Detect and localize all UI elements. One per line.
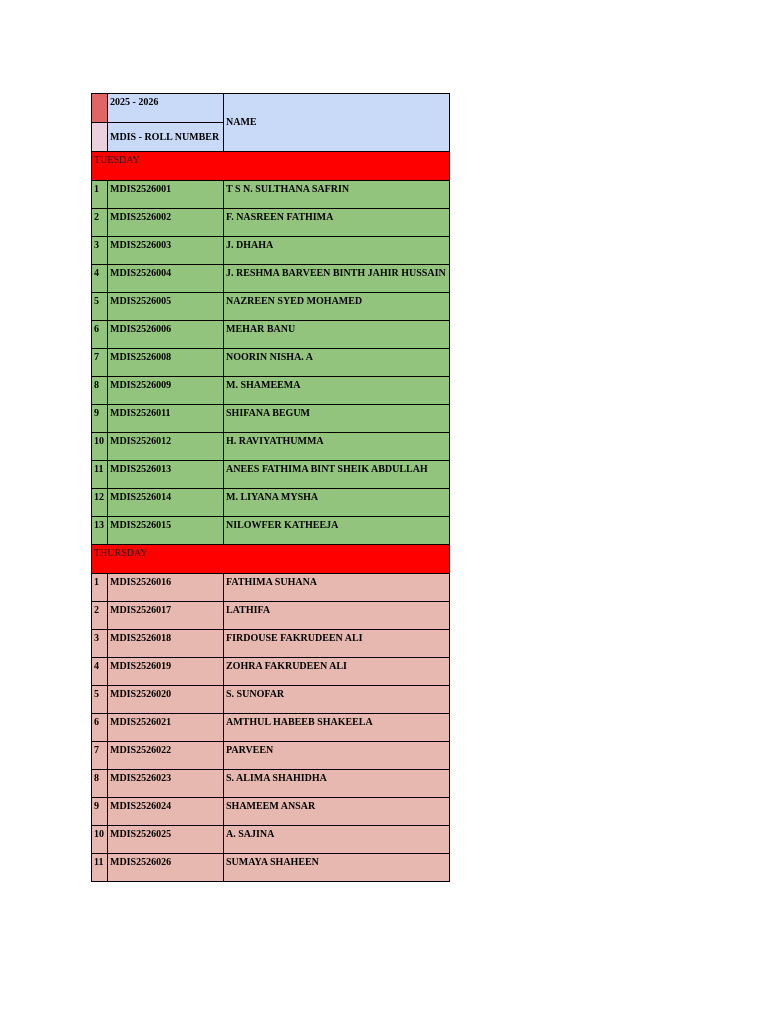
table-row bbox=[92, 237, 450, 265]
student-name-cell: J. RESHMA BARVEEN BINTH JAHIR HUSSAIN bbox=[224, 265, 450, 293]
roll-number-table bbox=[91, 93, 450, 882]
student-name-cell: PARVEEN bbox=[224, 742, 450, 770]
roll-number-cell: MDIS2526016 bbox=[108, 574, 224, 602]
roll-number-cell: MDIS2526001 bbox=[108, 181, 224, 209]
table-row bbox=[92, 209, 450, 237]
serial-number-cell: 12 bbox=[92, 489, 108, 517]
serial-number-cell: 11 bbox=[92, 461, 108, 489]
student-name-cell: S. SUNOFAR bbox=[224, 686, 450, 714]
student-name-cell: NOORIN NISHA. A bbox=[224, 349, 450, 377]
day-header-row bbox=[92, 152, 450, 181]
serial-number-cell: 9 bbox=[92, 798, 108, 826]
table-row bbox=[92, 574, 450, 602]
student-name-cell: FATHIMA SUHANA bbox=[224, 574, 450, 602]
student-name-cell: T S N. SULTHANA SAFRIN bbox=[224, 181, 450, 209]
serial-number-cell: 1 bbox=[92, 574, 108, 602]
serial-number-cell: 6 bbox=[92, 321, 108, 349]
serial-number-cell: 4 bbox=[92, 265, 108, 293]
roll-number-cell: MDIS2526020 bbox=[108, 686, 224, 714]
serial-number-cell: 10 bbox=[92, 433, 108, 461]
student-name-cell: M. SHAMEEMA bbox=[224, 377, 450, 405]
roll-number-cell: MDIS2526021 bbox=[108, 714, 224, 742]
serial-number-cell: 10 bbox=[92, 826, 108, 854]
table-row bbox=[92, 798, 450, 826]
table-row bbox=[92, 602, 450, 630]
roll-number-cell: MDIS2526003 bbox=[108, 237, 224, 265]
table-row bbox=[92, 433, 450, 461]
serial-number-cell: 7 bbox=[92, 742, 108, 770]
roll-number-cell: MDIS2526011 bbox=[108, 405, 224, 433]
header-row-year bbox=[92, 94, 450, 123]
student-name-cell: J. DHAHA bbox=[224, 237, 450, 265]
academic-year: 2025 - 2026 bbox=[108, 94, 224, 123]
roll-number-cell: MDIS2526004 bbox=[108, 265, 224, 293]
serial-number-cell: 2 bbox=[92, 602, 108, 630]
roll-number-cell: MDIS2526026 bbox=[108, 854, 224, 882]
serial-number-cell: 5 bbox=[92, 293, 108, 321]
student-name-cell: F. NASREEN FATHIMA bbox=[224, 209, 450, 237]
serial-number-cell: 8 bbox=[92, 770, 108, 798]
student-name-cell: A. SAJINA bbox=[224, 826, 450, 854]
table-body bbox=[92, 94, 450, 882]
serial-number-cell: 13 bbox=[92, 517, 108, 545]
corner-cell bbox=[92, 123, 108, 152]
student-name-cell: ZOHRA FAKRUDEEN ALI bbox=[224, 658, 450, 686]
roll-number-cell: MDIS2526019 bbox=[108, 658, 224, 686]
roll-number-cell: MDIS2526022 bbox=[108, 742, 224, 770]
table-row bbox=[92, 461, 450, 489]
roll-number-cell: MDIS2526015 bbox=[108, 517, 224, 545]
roll-number-cell: MDIS2526013 bbox=[108, 461, 224, 489]
day-label: THURSDAY bbox=[92, 545, 450, 574]
roll-number-cell: MDIS2526024 bbox=[108, 798, 224, 826]
roll-number-cell: MDIS2526023 bbox=[108, 770, 224, 798]
day-header-row bbox=[92, 545, 450, 574]
serial-number-cell: 8 bbox=[92, 377, 108, 405]
student-name-cell: NILOWFER KATHEEJA bbox=[224, 517, 450, 545]
table-row bbox=[92, 265, 450, 293]
student-name-cell: H. RAVIYATHUMMA bbox=[224, 433, 450, 461]
student-name-cell: ANEES FATHIMA BINT SHEIK ABDULLAH bbox=[224, 461, 450, 489]
student-name-cell: SHAMEEM ANSAR bbox=[224, 798, 450, 826]
roll-number-cell: MDIS2526006 bbox=[108, 321, 224, 349]
table-row bbox=[92, 349, 450, 377]
table-row bbox=[92, 293, 450, 321]
student-name-cell: SUMAYA SHAHEEN bbox=[224, 854, 450, 882]
roll-number-cell: MDIS2526025 bbox=[108, 826, 224, 854]
student-name-cell: MEHAR BANU bbox=[224, 321, 450, 349]
student-name-cell: M. LIYANA MYSHA bbox=[224, 489, 450, 517]
roll-number-cell: MDIS2526014 bbox=[108, 489, 224, 517]
table-row bbox=[92, 517, 450, 545]
table-row bbox=[92, 321, 450, 349]
table-row bbox=[92, 854, 450, 882]
table-row bbox=[92, 489, 450, 517]
table-row bbox=[92, 630, 450, 658]
table-row bbox=[92, 377, 450, 405]
roll-number-column-header: MDIS - ROLL NUMBER bbox=[108, 123, 224, 152]
table-row bbox=[92, 658, 450, 686]
corner-cell bbox=[92, 94, 108, 123]
serial-number-cell: 3 bbox=[92, 630, 108, 658]
serial-number-cell: 4 bbox=[92, 658, 108, 686]
table-row bbox=[92, 181, 450, 209]
student-name-cell: LATHIFA bbox=[224, 602, 450, 630]
roll-number-cell: MDIS2526018 bbox=[108, 630, 224, 658]
serial-number-cell: 9 bbox=[92, 405, 108, 433]
student-name-cell: SHIFANA BEGUM bbox=[224, 405, 450, 433]
name-column-header: NAME bbox=[224, 94, 450, 152]
table-row bbox=[92, 714, 450, 742]
roll-number-cell: MDIS2526008 bbox=[108, 349, 224, 377]
student-name-cell: AMTHUL HABEEB SHAKEELA bbox=[224, 714, 450, 742]
student-name-cell: NAZREEN SYED MOHAMED bbox=[224, 293, 450, 321]
table-row bbox=[92, 405, 450, 433]
serial-number-cell: 11 bbox=[92, 854, 108, 882]
table-row bbox=[92, 686, 450, 714]
serial-number-cell: 2 bbox=[92, 209, 108, 237]
roll-number-cell: MDIS2526017 bbox=[108, 602, 224, 630]
serial-number-cell: 6 bbox=[92, 714, 108, 742]
table-row bbox=[92, 742, 450, 770]
table-row bbox=[92, 826, 450, 854]
student-name-cell: S. ALIMA SHAHIDHA bbox=[224, 770, 450, 798]
serial-number-cell: 1 bbox=[92, 181, 108, 209]
day-label: TUESDAY bbox=[92, 152, 450, 181]
table-row bbox=[92, 770, 450, 798]
serial-number-cell: 3 bbox=[92, 237, 108, 265]
student-name-cell: FIRDOUSE FAKRUDEEN ALI bbox=[224, 630, 450, 658]
serial-number-cell: 5 bbox=[92, 686, 108, 714]
serial-number-cell: 7 bbox=[92, 349, 108, 377]
roll-number-cell: MDIS2526012 bbox=[108, 433, 224, 461]
roll-number-cell: MDIS2526009 bbox=[108, 377, 224, 405]
roll-number-cell: MDIS2526002 bbox=[108, 209, 224, 237]
roll-number-cell: MDIS2526005 bbox=[108, 293, 224, 321]
